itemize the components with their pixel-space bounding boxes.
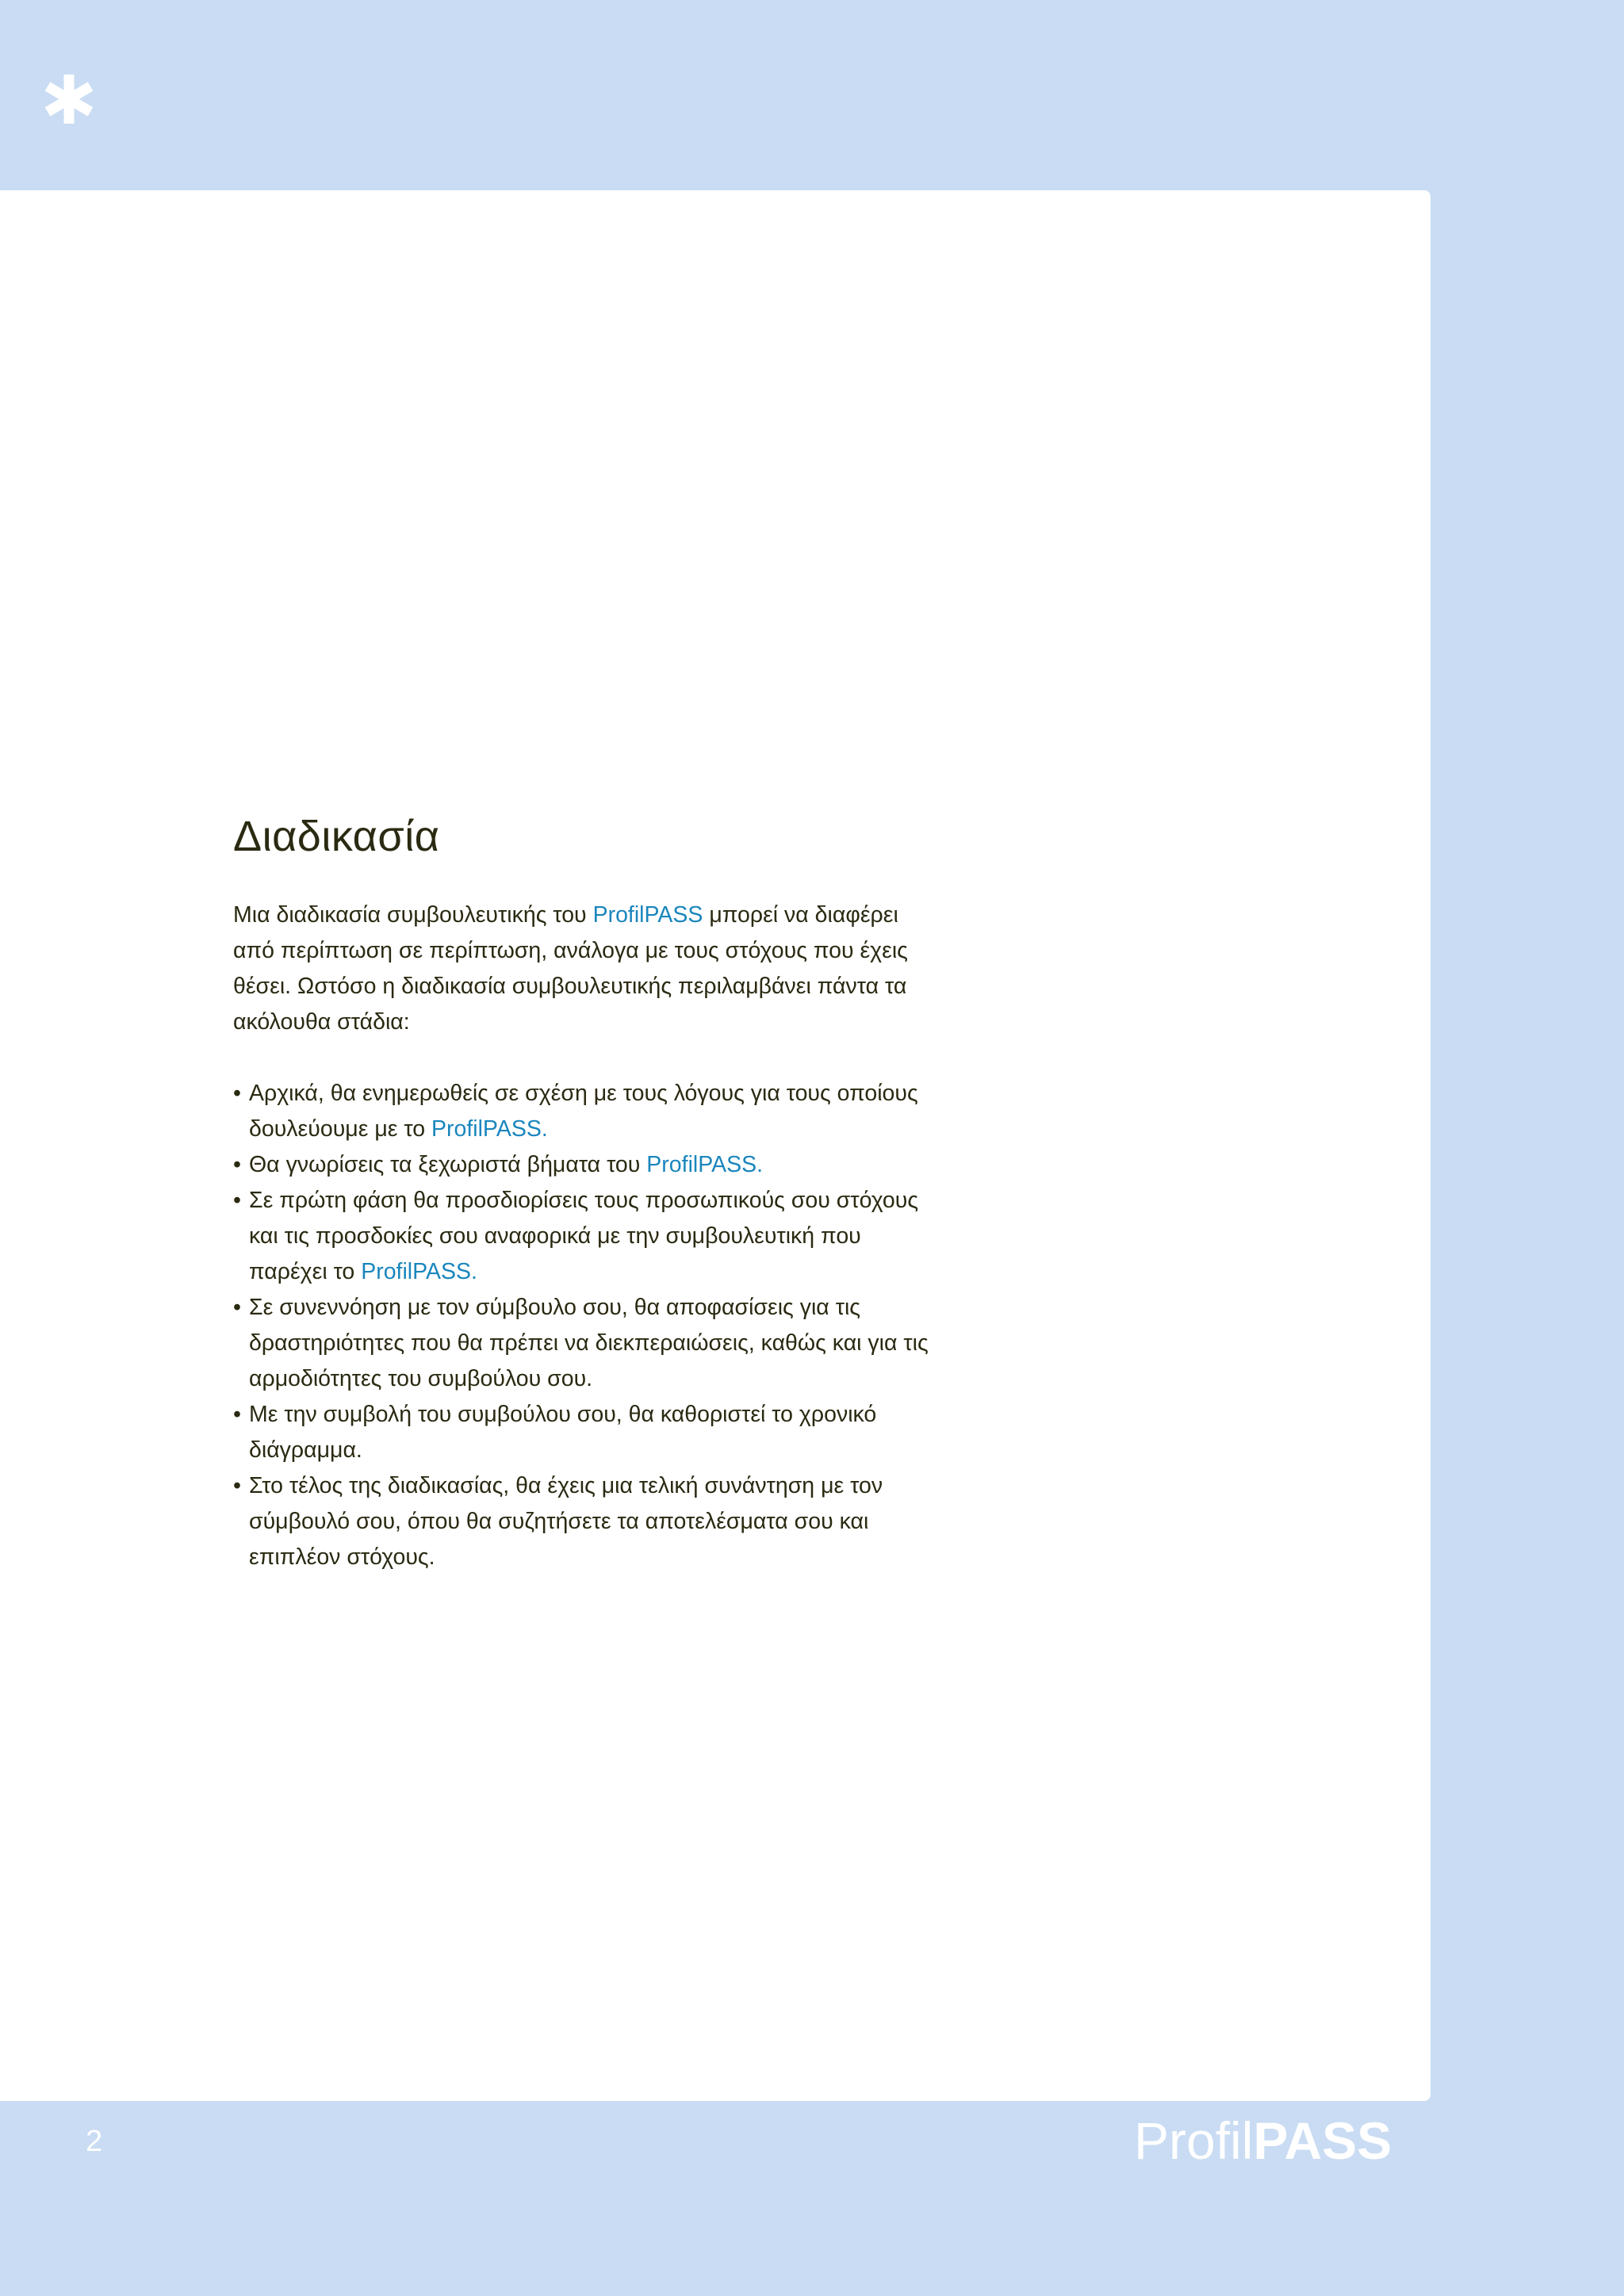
brand-mention: ProfilPASS. — [431, 1116, 548, 1142]
intro-text-start: Μια διαδικασία συμβουλευτικής του — [233, 902, 593, 928]
step-text: Σε πρώτη φάση θα προσδιορίσεις τους προσωπικούς σου στόχους και τις προσδοκίες σου αναφορικά με την συμβουλευτική που παρέχει το — [249, 1188, 919, 1284]
list-item — [233, 1147, 931, 1183]
bullet-icon: • — [233, 1152, 241, 1177]
page-title: Διαδικασία — [233, 813, 440, 860]
list-item — [233, 1183, 931, 1290]
brand-mention: ProfilPASS. — [646, 1152, 764, 1177]
step-text: Με την συμβολή του συμβούλου σου, θα καθοριστεί το χρονικό διάγραμμα. — [249, 1402, 877, 1463]
brand-logo — [1134, 2109, 1392, 2172]
list-item — [233, 1290, 931, 1397]
steps-list — [233, 1076, 931, 1575]
brand-mention: ProfilPASS. — [361, 1259, 477, 1284]
step-text: Στο τέλος της διαδικασίας, θα έχεις μια τελική συνάντηση με τον σύμβουλό σου, όπου θα συζητήσετε τα αποτελέσματα σου και επιπλέον στόχους. — [249, 1473, 883, 1570]
page-number: 2 — [86, 2125, 103, 2158]
main-content — [233, 810, 931, 1575]
bullet-icon: • — [233, 1188, 241, 1213]
step-text: Αρχικά, θα ενημερωθείς σε σχέση με τους λόγους για τους οποίους δουλεύουμε με το — [249, 1081, 918, 1142]
bullet-icon: • — [233, 1295, 241, 1320]
bullet-icon: • — [233, 1081, 241, 1106]
intro-paragraph — [233, 897, 931, 1040]
step-text: Σε συνεννόηση με τον σύμβουλο σου, θα αποφασίσεις για τις δραστηριότητες που θα πρέπει να διεκπεραιώσεις, καθώς και για τις αρμοδιότητες του συμβούλου σου. — [249, 1295, 929, 1391]
list-item — [233, 1076, 931, 1147]
list-item — [233, 1468, 931, 1575]
intro-text-end: μπορεί να διαφέρει από περίπτωση σε περίπτωση, ανάλογα με τους στόχους που έχεις θέσει. Ωστόσο η διαδικασία συμβουλευτικής περιλαμβάνει πάντα τα ακόλουθα στάδια: — [233, 902, 908, 1035]
list-item — [233, 1397, 931, 1468]
step-text: Θα γνωρίσεις τα ξεχωριστά βήματα του — [249, 1152, 647, 1177]
bullet-icon: • — [233, 1473, 241, 1498]
brand-logo-bold: PASS — [1253, 2111, 1392, 2170]
brand-mention: ProfilPASS — [592, 902, 703, 928]
bullet-icon: • — [233, 1402, 241, 1427]
brand-logo-light: Profil — [1134, 2111, 1254, 2170]
asterisk-icon — [41, 71, 97, 127]
